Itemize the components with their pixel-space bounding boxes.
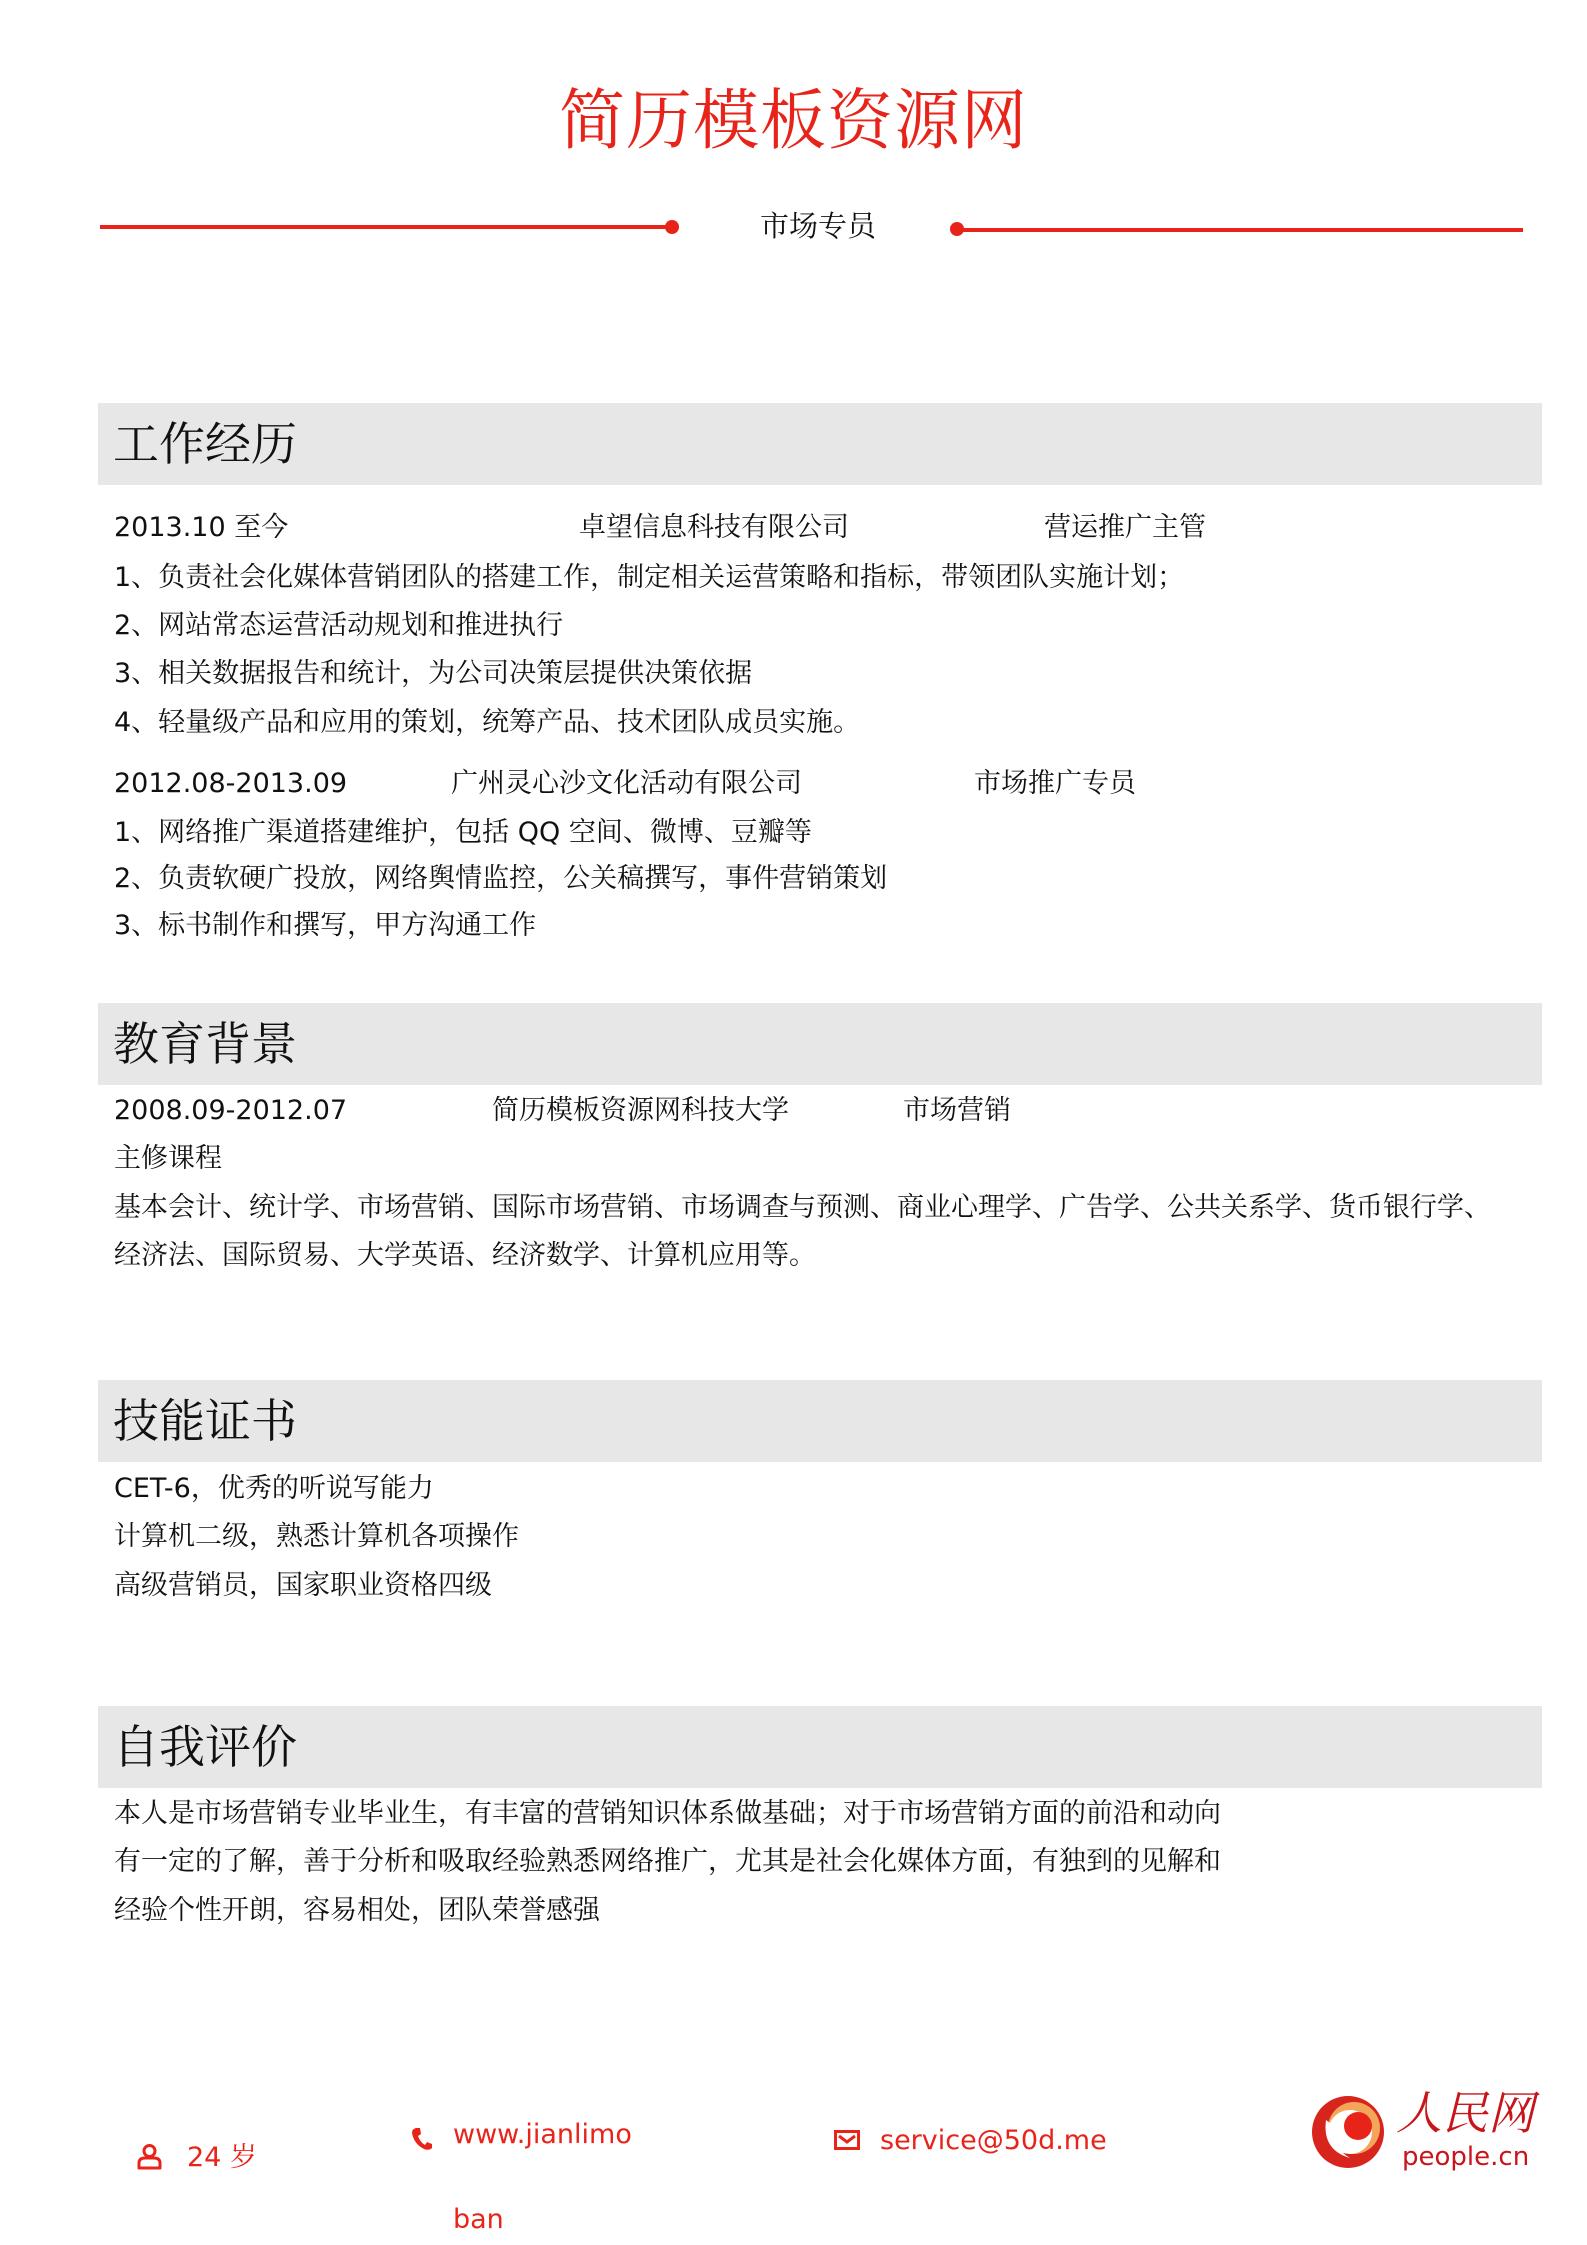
skill-item: 高级营销员，国家职业资格四级 <box>114 1570 492 1601</box>
skill-item: CET-6，优秀的听说写能力 <box>114 1473 434 1504</box>
logo-domain: people.cn <box>1402 2142 1530 2172</box>
section-header-self-evaluation <box>98 1706 1542 1788</box>
job-duty: 4、轻量级产品和应用的策划，统筹产品、技术团队成员实施。 <box>114 707 861 738</box>
section-title-skills: 技能证书 <box>113 1394 297 1448</box>
job-period: 2012.08-2013.09 <box>114 768 348 799</box>
courses-text: 经济法、国际贸易、大学英语、经济数学、计算机应用等。 <box>114 1240 816 1271</box>
education-major: 市场营销 <box>903 1095 1011 1126</box>
job-duty: 1、网络推广渠道搭建维护，包括 QQ 空间、微博、豆瓣等 <box>114 817 812 848</box>
section-header-skills <box>98 1380 1542 1462</box>
section-header-education <box>98 1003 1542 1085</box>
job-company: 卓望信息科技有限公司 <box>579 512 849 543</box>
header-divider-left <box>100 225 672 229</box>
self-evaluation-text: 有一定的了解，善于分析和吸取经验熟悉网络推广，尤其是社会化媒体方面，有独到的见解和 <box>114 1846 1221 1877</box>
mail-icon <box>834 2130 860 2150</box>
job-duty: 1、负责社会化媒体营销团队的搭建工作，制定相关运营策略和指标，带领团队实施计划； <box>114 562 1185 593</box>
education-school: 简历模板资源网科技大学 <box>492 1095 789 1126</box>
courses-label: 主修课程 <box>114 1143 222 1174</box>
courses-text: 基本会计、统计学、市场营销、国际市场营销、市场调查与预测、商业心理学、广告学、公共关系学、货币银行学、 <box>114 1192 1491 1223</box>
phone-icon <box>411 2127 433 2151</box>
section-title-education: 教育背景 <box>113 1017 297 1071</box>
divider-dot-left <box>665 220 679 234</box>
people-cn-logo <box>1310 2086 1550 2176</box>
job-position: 营运推广主管 <box>1044 512 1206 543</box>
person-icon <box>136 2143 163 2170</box>
job-title: 市场专员 <box>760 209 877 243</box>
section-title-work: 工作经历 <box>113 417 297 471</box>
job-duty: 2、网站常态运营活动规划和推进执行 <box>114 610 564 641</box>
section-title-self-evaluation: 自我评价 <box>113 1720 297 1774</box>
section-header-work <box>98 403 1542 485</box>
website-text-line2[interactable]: ban <box>453 2204 504 2235</box>
job-period: 2013.10 至今 <box>114 512 289 543</box>
education-period: 2008.09-2012.07 <box>114 1095 348 1126</box>
self-evaluation-text: 经验个性开朗，容易相处，团队荣誉感强 <box>114 1895 600 1926</box>
job-duty: 3、相关数据报告和统计，为公司决策层提供决策依据 <box>114 658 753 689</box>
job-position: 市场推广专员 <box>974 768 1136 799</box>
job-duty: 2、负责软硬广投放，网络舆情监控，公关稿撰写，事件营销策划 <box>114 863 888 894</box>
skill-item: 计算机二级，熟悉计算机各项操作 <box>114 1521 519 1552</box>
header-divider-right <box>957 228 1523 232</box>
website-text-line1[interactable]: www.jianlimo <box>453 2119 632 2150</box>
age-text: 24 岁 <box>187 2142 257 2173</box>
job-company: 广州灵心沙文化活动有限公司 <box>451 768 802 799</box>
logo-chinese-name: 人民网 <box>1396 2086 1534 2140</box>
resume-title: 简历模板资源网 <box>559 82 1028 159</box>
people-cn-logo-mark-icon <box>1310 2092 1390 2172</box>
email-text[interactable]: service@50d.me <box>880 2125 1107 2156</box>
job-duty: 3、标书制作和撰写，甲方沟通工作 <box>114 910 537 941</box>
self-evaluation-text: 本人是市场营销专业毕业生，有丰富的营销知识体系做基础；对于市场营销方面的前沿和动向 <box>114 1798 1221 1829</box>
